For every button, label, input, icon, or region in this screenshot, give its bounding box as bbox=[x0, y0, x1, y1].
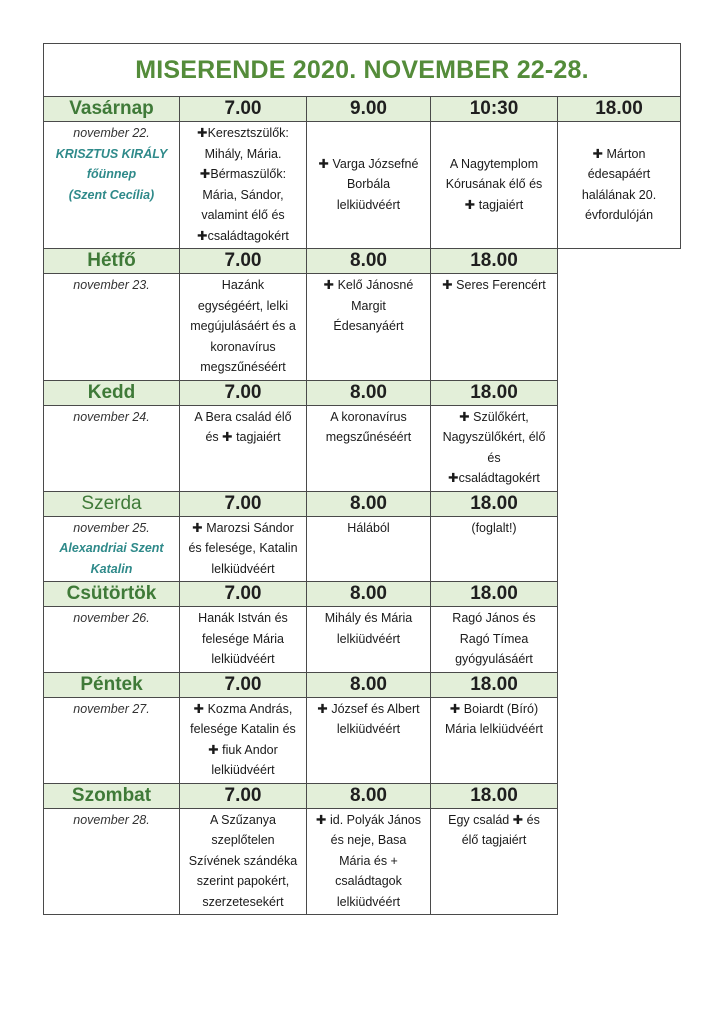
date-cell bbox=[44, 607, 180, 673]
intention-line: ✚Bérmaszülők: bbox=[199, 167, 287, 181]
date-cell bbox=[44, 697, 180, 783]
intention-line: Hanák István és bbox=[198, 611, 288, 625]
day-name: Szombat bbox=[44, 783, 180, 808]
intention-line: megújulásáért és a bbox=[190, 319, 296, 333]
intention-line: felesége Mária bbox=[202, 631, 284, 646]
day-header-row bbox=[44, 491, 681, 516]
intention-line: élő tagjaiért bbox=[461, 833, 527, 847]
intention-line: ✚ tagjaiért bbox=[464, 197, 524, 212]
mass-intention bbox=[307, 274, 431, 381]
feast-label: KRISZTUS KIRÁLY bbox=[55, 146, 168, 161]
mass-intention bbox=[180, 607, 307, 673]
mass-intention bbox=[307, 405, 431, 491]
mass-time: 18.00 bbox=[431, 380, 558, 405]
mass-time: 9.00 bbox=[307, 97, 431, 122]
mass-time: 7.00 bbox=[180, 249, 307, 274]
mass-time: 8.00 bbox=[307, 783, 431, 808]
day-detail-row bbox=[44, 607, 681, 673]
empty-cell bbox=[558, 607, 681, 673]
mass-time: 7.00 bbox=[180, 672, 307, 697]
day-header-row bbox=[44, 380, 681, 405]
mass-time: 8.00 bbox=[307, 582, 431, 607]
intention-line: Édesanyáért bbox=[333, 319, 404, 333]
empty-cell bbox=[558, 405, 681, 491]
intention-line: ✚ Seres Ferencért bbox=[442, 278, 546, 292]
mass-time: 18.00 bbox=[431, 672, 558, 697]
mass-intention bbox=[307, 808, 431, 915]
mass-time: 7.00 bbox=[180, 97, 307, 122]
intention-line: lelkiüdvéért bbox=[336, 894, 401, 909]
mass-time: 7.00 bbox=[180, 582, 307, 607]
date-label: november 24. bbox=[73, 409, 150, 424]
intention-line: ✚ Kelő Jánosné bbox=[323, 278, 414, 292]
mass-time: 18.00 bbox=[558, 97, 681, 122]
intention-line: Ragó János és bbox=[452, 611, 536, 625]
empty-cell bbox=[558, 274, 681, 381]
empty-cell bbox=[558, 491, 681, 516]
mass-intention bbox=[307, 122, 431, 249]
intention-line: szerint papokért, bbox=[196, 874, 290, 888]
feast-label: Katalin bbox=[90, 561, 133, 576]
intention-line: A Nagytemplom bbox=[449, 156, 539, 171]
intention-line: lelkiüdvéért bbox=[211, 763, 275, 777]
intention-line: Mária, Sándor, bbox=[202, 187, 284, 202]
day-name: Péntek bbox=[44, 672, 180, 697]
intention-line: A koronavírus bbox=[330, 409, 407, 424]
empty-cell bbox=[558, 516, 681, 582]
date-label: november 26. bbox=[73, 611, 150, 625]
day-detail-row bbox=[44, 405, 681, 491]
mass-intention bbox=[431, 274, 558, 381]
intention-line: ✚családtagokért bbox=[448, 471, 540, 485]
empty-cell bbox=[558, 808, 681, 915]
mass-intention bbox=[431, 607, 558, 673]
intention-line: Margit bbox=[351, 298, 386, 313]
day-header-row bbox=[44, 672, 681, 697]
mass-time: 7.00 bbox=[180, 783, 307, 808]
intention-line: A Szűzanya bbox=[209, 812, 276, 827]
intention-line: családtagok bbox=[335, 874, 402, 888]
intention-line: Borbála bbox=[346, 177, 391, 192]
mass-schedule-table bbox=[43, 43, 681, 915]
empty-cell bbox=[558, 672, 681, 697]
intention-line: és felesége, Katalin bbox=[188, 541, 298, 555]
mass-intention bbox=[180, 516, 307, 582]
mass-intention bbox=[431, 405, 558, 491]
mass-intention bbox=[180, 274, 307, 381]
intention-line: ✚ Varga Józsefné bbox=[318, 156, 419, 171]
mass-time: 10:30 bbox=[431, 97, 558, 122]
intention-line: és bbox=[487, 450, 501, 465]
date-label: november 22. bbox=[73, 126, 150, 140]
intention-line: és ✚ tagjaiért bbox=[205, 430, 281, 444]
intention-line: Hálából bbox=[347, 520, 390, 535]
date-cell bbox=[44, 122, 180, 249]
intention-line: ✚Keresztszülők: bbox=[197, 126, 289, 140]
intention-line: ✚ József és Albert bbox=[317, 701, 420, 716]
empty-cell bbox=[558, 783, 681, 808]
empty-cell bbox=[558, 249, 681, 274]
mass-intention bbox=[180, 697, 307, 783]
day-detail-row bbox=[44, 697, 681, 783]
day-header-row bbox=[44, 97, 681, 122]
day-detail-row bbox=[44, 808, 681, 915]
intention-line: Szívének szándéka bbox=[188, 853, 298, 868]
intention-line: Kórusának élő és bbox=[445, 177, 543, 192]
mass-intention bbox=[180, 808, 307, 915]
intention-line: ✚ Kozma András, bbox=[193, 701, 293, 716]
feast-label: főünnep bbox=[86, 167, 137, 181]
intention-line: ✚ Szülőkért, bbox=[459, 409, 529, 424]
day-name: Vasárnap bbox=[44, 97, 180, 122]
mass-intention bbox=[431, 697, 558, 783]
intention-line: halálának 20. bbox=[581, 187, 657, 202]
mass-time: 18.00 bbox=[431, 783, 558, 808]
intention-line: lelkiüdvéért bbox=[336, 197, 401, 212]
intention-line: lelkiüdvéért bbox=[336, 722, 401, 736]
intention-line: Mihály, Mária. bbox=[204, 146, 282, 161]
intention-line: ✚ fiuk Andor bbox=[208, 742, 278, 757]
intention-line: (foglalt!) bbox=[471, 520, 517, 535]
date-cell bbox=[44, 405, 180, 491]
intention-line: megszűnéséért bbox=[200, 360, 286, 374]
intention-line: ✚ id. Polyák János bbox=[316, 812, 421, 827]
intention-line: ✚családtagokért bbox=[197, 228, 289, 243]
mass-intention bbox=[180, 122, 307, 249]
intention-line: Mária és + bbox=[339, 853, 398, 868]
day-name: Szerda bbox=[44, 491, 180, 516]
intention-line: felesége Katalin és bbox=[190, 722, 296, 736]
intention-line: koronavírus bbox=[210, 339, 276, 354]
intention-line: Ragó Tímea bbox=[459, 631, 529, 646]
date-label: november 28. bbox=[73, 812, 150, 827]
intention-line: ✚ Márton bbox=[592, 146, 646, 161]
empty-cell bbox=[558, 697, 681, 783]
date-cell bbox=[44, 808, 180, 915]
mass-time: 8.00 bbox=[307, 491, 431, 516]
mass-time: 8.00 bbox=[307, 380, 431, 405]
intention-line: Mária lelkiüdvéért bbox=[445, 722, 543, 736]
mass-time: 18.00 bbox=[431, 491, 558, 516]
date-cell bbox=[44, 516, 180, 582]
intention-line: Hazánk bbox=[221, 278, 265, 292]
mass-time: 8.00 bbox=[307, 672, 431, 697]
day-header-row bbox=[44, 249, 681, 274]
intention-line: ✚ Marozsi Sándor bbox=[192, 520, 294, 535]
intention-line: valamint élő és bbox=[201, 208, 285, 222]
intention-line: szeplőtelen bbox=[211, 833, 275, 847]
mass-time: 7.00 bbox=[180, 380, 307, 405]
intention-line: szerzetesekért bbox=[202, 894, 284, 909]
intention-line: évfordulóján bbox=[584, 208, 654, 222]
intention-line: lelkiüdvéért bbox=[211, 561, 275, 576]
mass-time: 7.00 bbox=[180, 491, 307, 516]
mass-intention bbox=[558, 122, 681, 249]
mass-time: 8.00 bbox=[307, 249, 431, 274]
intention-line: ✚ Boiardt (Bíró) bbox=[449, 701, 539, 716]
intention-line: lelkiüdvéért bbox=[211, 652, 275, 666]
empty-cell bbox=[558, 582, 681, 607]
intention-line: lelkiüdvéért bbox=[336, 631, 401, 646]
day-detail-row bbox=[44, 122, 681, 249]
intention-line: A Bera család élő bbox=[194, 409, 292, 424]
day-detail-row bbox=[44, 274, 681, 381]
day-header-row bbox=[44, 582, 681, 607]
mass-intention bbox=[431, 516, 558, 582]
day-name: Hétfő bbox=[44, 249, 180, 274]
mass-intention bbox=[180, 405, 307, 491]
intention-line: megszűnéséért bbox=[325, 430, 412, 444]
empty-cell bbox=[558, 380, 681, 405]
day-name: Kedd bbox=[44, 380, 180, 405]
day-detail-row bbox=[44, 516, 681, 582]
intention-line: és neje, Basa bbox=[330, 833, 407, 847]
feast-label: (Szent Cecília) bbox=[68, 187, 155, 202]
day-header-row bbox=[44, 783, 681, 808]
page-title: MISERENDE 2020. NOVEMBER 22-28. bbox=[44, 44, 681, 97]
date-label: november 27. bbox=[73, 701, 150, 716]
date-label: november 23. bbox=[73, 278, 150, 292]
mass-time: 18.00 bbox=[431, 582, 558, 607]
intention-line: egységéért, lelki bbox=[197, 298, 289, 313]
intention-line: édesapáért bbox=[587, 167, 651, 181]
mass-intention bbox=[307, 516, 431, 582]
mass-intention bbox=[307, 607, 431, 673]
mass-intention bbox=[307, 697, 431, 783]
intention-line: Nagyszülőkért, élő bbox=[442, 430, 546, 444]
day-name: Csütörtök bbox=[44, 582, 180, 607]
intention-line: Egy család ✚ és bbox=[448, 812, 540, 827]
intention-line: Mihály és Mária bbox=[324, 611, 413, 625]
mass-time: 18.00 bbox=[431, 249, 558, 274]
intention-line: gyógyulásáért bbox=[455, 652, 533, 666]
mass-intention bbox=[431, 808, 558, 915]
date-cell bbox=[44, 274, 180, 381]
mass-intention bbox=[431, 122, 558, 249]
feast-label: Alexandriai Szent bbox=[59, 541, 164, 555]
date-label: november 25. bbox=[73, 520, 150, 535]
